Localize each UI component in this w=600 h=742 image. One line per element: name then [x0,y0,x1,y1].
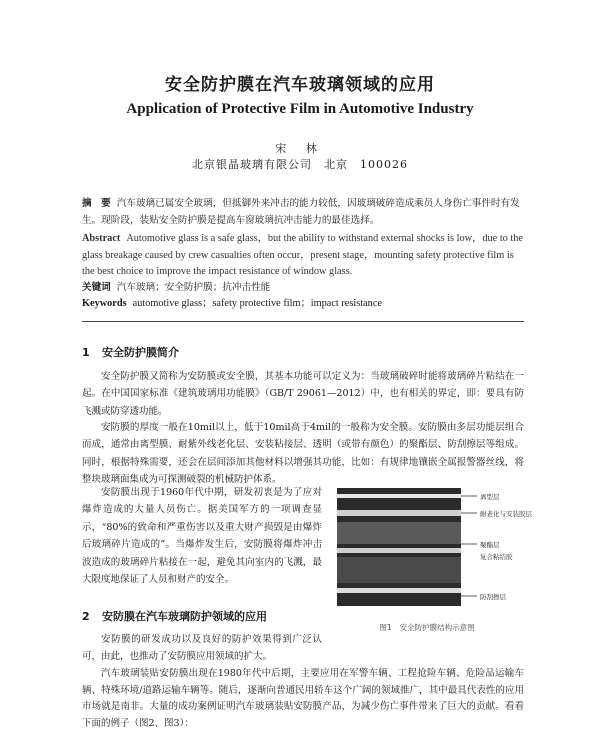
layer-adhesive [337,510,461,516]
figure-label-5: 防刮擦层 [480,593,506,601]
title-chinese: 安全防护膜在汽车玻璃领域的应用 [165,75,435,95]
abstract-divider [82,321,524,322]
figure-label-2: 耐老化与安装胶层 [480,510,532,518]
section-1-paragraph-2: 安防膜的厚度一般在10mil以上，低于10mil高于4mil的一般称为安全膜。安防膜由多层功能层组合而成，通常由离型膜、耐紫外线老化层、安装粘接层、透明（或带有颜色）的聚酯层、防刮擦层等组成。同时，根据特殊需要，还会在层间添加其他材料以增强其功能，比如：有规律地镶嵌全属报警器丝线，将整块玻璃面集成为可探测破裂的机械防护体系。 [82,422,524,486]
abstract-en-text: Automotive glass is a safe glass，but the ability to withstand external shocks is low，due to the glass breakage caused by crew casualties often occur，present stage，mounting safety protective film is the best choice to improve the impact resistance of window glass. [82,233,523,277]
keywords-english [82,296,524,313]
author: 宋 林 [275,142,325,155]
layer-polyester-1 [337,522,461,544]
keywords-chinese [82,280,524,297]
affiliation: 北京银晶玻璃有限公司 北京 100026 [192,158,408,171]
section-1-paragraph-3: 安防膜出现于1960年代中期，研发初衷是为了应对爆炸造成的大量人员伤亡。据美国军方的一项调查显示，“80%的致命和严重伤害以及重大财产损毁是由爆炸后玻璃碎片造成的”。当爆炸发生后，安防膜将爆炸冲击波造成的玻璃碎片粘接在一起，避免其向室内的飞溅，最大限度地保证了人员和财产的安全。 [82,487,322,586]
layer-polyester-2 [337,557,461,583]
figure-1-caption-text: 安全防护膜结构示意图 [399,623,475,632]
keywords-en-text: automotive glass；safety protective film；impact resistance [132,298,382,309]
figure-1-film-structure [337,488,532,606]
section-1-number: 1 [82,346,90,359]
layer-laminating [337,548,461,553]
abstract-en-label: Abstract [82,233,121,244]
title-english: Application of Protective Film in Automotive Industry [126,101,474,117]
keywords-zh-text: 汽车玻璃；安全防护膜；抗冲击性能 [116,282,271,293]
section-2-heading [82,608,267,624]
section-2-number: 2 [82,610,90,623]
figure-1-caption [337,622,525,633]
section-1-title: 安全防护膜简介 [102,346,179,359]
figure-label-1: 离型层 [480,493,500,501]
section-1-paragraph-1: 安全防护膜又简称为安防膜或安全膜，其基本功能可以定义为：当玻璃破碎时能将玻璃碎片粘结在一起。在中国国家标准《建筑玻璃用功能膜》（GB/T 29061—2012）中，也有相关的界定，即：要具有防飞溅或防穿透功能。 [82,371,524,417]
keywords-en-label: Keywords [82,298,127,309]
keywords-zh-label: 关键词 [82,282,111,293]
section-1-heading [82,344,179,360]
abstract-zh-text: 汽车玻璃已属安全玻璃，但抵御外来冲击的能力较低，因玻璃破碎造成乘员人身伤亡事件时有发生。现阶段，装贴安全防护膜是提高车窗玻璃抗冲击能力的最佳选择。 [82,198,520,226]
section-2-paragraph-2: 汽车玻璃装贴安防膜出现在1980年代中后期，主要应用在军警车辆、工程抢险车辆、危险品运输车辆、特殊环境/道路运输车辆等。随后，逐渐向普通民用轿车这个广阔的领域推广，其中最具代表性的应用市场就是南非。大量的成功案例证明汽车玻璃装贴安防膜产品，为减少伤亡事件带来了巨大的贡献。看看下面的例子（图2、图3）： [82,668,524,729]
abstract-english [82,231,524,281]
abstract-zh-label: 摘 要 [82,198,111,209]
section-2-title: 安防膜在汽车玻璃防护领域的应用 [102,610,267,623]
section-2-paragraph-1: 安防膜的研发成功以及良好的防护效果得到广泛认可，由此，也推动了安防膜应用领域的扩大。 [82,634,322,663]
figure-label-3: 聚酯层 [480,541,500,549]
abstract-chinese [82,196,524,229]
layer-release [337,494,461,498]
figure-1-caption-number: 图1 [379,623,392,632]
figure-label-4: 复合粘结胶 [480,553,513,561]
layer-scratch [337,588,461,593]
